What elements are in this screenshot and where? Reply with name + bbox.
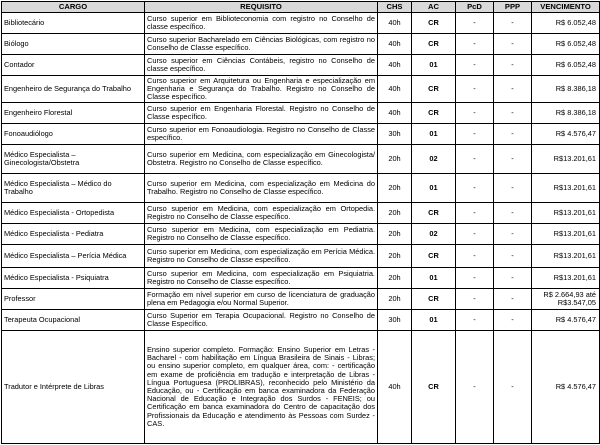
table-row	[2, 174, 600, 203]
table-header-row	[2, 2, 600, 13]
cell-ppp: -	[494, 289, 532, 310]
cell-chs: 40h	[378, 55, 412, 76]
cell-cargo: Médico Especialista - Psiquiatra	[2, 268, 145, 289]
cell-cargo: Bibliotecário	[2, 13, 145, 34]
cell-ac: CR	[412, 289, 456, 310]
cell-cargo: Engenheiro de Segurança do Trabalho	[2, 76, 145, 103]
cell-pcd: -	[456, 331, 494, 444]
table-row	[2, 203, 600, 224]
cell-ac: CR	[412, 203, 456, 224]
cell-vencimento: R$ 6.052,48	[532, 55, 600, 76]
cell-requisito: Curso superior Bacharelado em Ciências Biológicas, com registro no Conselho de Classe específico.	[145, 34, 378, 55]
cell-requisito: Curso superior em Arquitetura ou Engenharia e especialização em Engenharia e Segurança do Trabalho. Registro no Conselho de Classe específico.	[145, 76, 378, 103]
cell-vencimento: R$ 8.386,18	[532, 76, 600, 103]
table-row	[2, 103, 600, 124]
cell-ppp: -	[494, 145, 532, 174]
cell-requisito: Curso superior em Medicina, com especialização em Ortopedia. Registro no Conselho de Classe específico.	[145, 203, 378, 224]
cell-ac: CR	[412, 331, 456, 444]
cell-ppp: -	[494, 268, 532, 289]
cell-cargo: Médico Especialista – Perícia Médica	[2, 245, 145, 268]
cell-chs: 20h	[378, 224, 412, 245]
table-row	[2, 268, 600, 289]
cell-requisito: Curso superior em Medicina, com especialização em Ginecologista/ Obstetra. Registro no Conselho de Classe específico.	[145, 145, 378, 174]
cell-chs: 40h	[378, 331, 412, 444]
cell-ac: CR	[412, 103, 456, 124]
cell-vencimento: R$ 4.576,47	[532, 124, 600, 145]
cell-ppp: -	[494, 103, 532, 124]
cell-requisito: Curso Superior em Terapia Ocupacional. Registro no Conselho de Classe Específico.	[145, 310, 378, 331]
cell-cargo: Médico Especialista - Pediatra	[2, 224, 145, 245]
cell-cargo: Engenheiro Florestal	[2, 103, 145, 124]
cell-ac: CR	[412, 34, 456, 55]
cell-ppp: -	[494, 13, 532, 34]
cell-ac: CR	[412, 13, 456, 34]
cell-ppp: -	[494, 76, 532, 103]
header-ac: AC	[412, 2, 456, 13]
cell-cargo: Médico Especialista – Médico do Trabalho	[2, 174, 145, 203]
cell-requisito: Curso superior em Engenharia Florestal. Registro no Conselho de Classe específico.	[145, 103, 378, 124]
cell-cargo: Contador	[2, 55, 145, 76]
table-row	[2, 289, 600, 310]
cell-chs: 40h	[378, 13, 412, 34]
cell-chs: 20h	[378, 289, 412, 310]
cell-vencimento: R$13.201,61	[532, 203, 600, 224]
cell-ppp: -	[494, 224, 532, 245]
table-row	[2, 13, 600, 34]
cell-ppp: -	[494, 55, 532, 76]
cell-ppp: -	[494, 245, 532, 268]
cell-chs: 20h	[378, 174, 412, 203]
cell-vencimento: R$13.201,61	[532, 268, 600, 289]
header-vencimento: VENCIMENTO	[532, 2, 600, 13]
table-row	[2, 34, 600, 55]
cell-vencimento: R$ 4.576,47	[532, 310, 600, 331]
cell-cargo: Biólogo	[2, 34, 145, 55]
cell-chs: 40h	[378, 76, 412, 103]
table-row	[2, 55, 600, 76]
cell-vencimento: R$ 6.052,48	[532, 13, 600, 34]
cell-vencimento: R$13.201,61	[532, 145, 600, 174]
cell-cargo: Tradutor e Intérprete de Libras	[2, 331, 145, 444]
table-row	[2, 331, 600, 444]
cell-ac: 01	[412, 55, 456, 76]
cell-ppp: -	[494, 34, 532, 55]
cell-requisito: Curso superior em Medicina, com especialização em Pediatria. Registro no Conselho de Classe específico.	[145, 224, 378, 245]
cell-requisito: Curso superior em Medicina, com especialização em Psiquiatria. Registro no Conselho de Classe específico.	[145, 268, 378, 289]
cell-chs: 20h	[378, 203, 412, 224]
cell-ac: CR	[412, 245, 456, 268]
cell-pcd: -	[456, 224, 494, 245]
table-row	[2, 124, 600, 145]
cell-ac: 01	[412, 174, 456, 203]
cell-requisito: Ensino superior completo. Formação: Ensino Superior em Letras - Bacharel - com habilitação em Língua Brasileira de Sinais - Libras; ou ensino superior completo, em qualquer área, com: - certificação em exame de proficiência em tradução e interpretação de Libras - Língua Portuguesa (PROLIBRAS), reconhecido pelo Ministério da Educação, ou - Certificação em banca examinadora da Federação Nacional de Educação e Integração dos Surdos - FENEIS; ou Certificação em banca examinadora do Centro de capacitação dos Profissionais da Educação e atendimento às Pessoas com Surdez - CAS.	[145, 331, 378, 444]
cell-ac: CR	[412, 76, 456, 103]
cell-requisito: Curso superior em Biblioteconomia com registro no Conselho de classe específico.	[145, 13, 378, 34]
cell-cargo: Professor	[2, 289, 145, 310]
cell-pcd: -	[456, 145, 494, 174]
cell-pcd: -	[456, 289, 494, 310]
table-row	[2, 145, 600, 174]
cell-cargo: Médico Especialista - Ortopedista	[2, 203, 145, 224]
cell-ac: 01	[412, 310, 456, 331]
header-cargo: CARGO	[2, 2, 145, 13]
cell-chs: 20h	[378, 268, 412, 289]
header-chs: CHS	[378, 2, 412, 13]
cell-pcd: -	[456, 34, 494, 55]
cell-vencimento: R$13.201,61	[532, 224, 600, 245]
cell-pcd: -	[456, 13, 494, 34]
cell-requisito: Curso superior em Fonoaudiologia. Registro no Conselho de Classe específico.	[145, 124, 378, 145]
cell-vencimento: R$ 4.576,47	[532, 331, 600, 444]
table-row	[2, 224, 600, 245]
cell-requisito: Curso superior em Medicina, com especialização em Medicina do Trabalho. Registro no Conselho de Classe específico.	[145, 174, 378, 203]
header-ppp: PPP	[494, 2, 532, 13]
cell-pcd: -	[456, 310, 494, 331]
cell-pcd: -	[456, 124, 494, 145]
table-row	[2, 76, 600, 103]
cell-ac: 02	[412, 224, 456, 245]
cell-vencimento: R$ 8.386,18	[532, 103, 600, 124]
cell-chs: 20h	[378, 145, 412, 174]
cell-vencimento: R$13.201,61	[532, 245, 600, 268]
cell-vencimento: R$ 2.664,93 até R$3.547,05	[532, 289, 600, 310]
cell-ac: 01	[412, 268, 456, 289]
cell-chs: 30h	[378, 310, 412, 331]
cell-chs: 20h	[378, 245, 412, 268]
cell-vencimento: R$13.201,61	[532, 174, 600, 203]
cell-ppp: -	[494, 124, 532, 145]
cell-cargo: Fonoaudiólogo	[2, 124, 145, 145]
cell-pcd: -	[456, 55, 494, 76]
cell-pcd: -	[456, 76, 494, 103]
cell-ac: 02	[412, 145, 456, 174]
cell-requisito: Curso superior em Ciências Contábeis, registro no Conselho de classe específico.	[145, 55, 378, 76]
cell-chs: 40h	[378, 103, 412, 124]
cell-ac: 01	[412, 124, 456, 145]
cell-cargo: Terapeuta Ocupacional	[2, 310, 145, 331]
cell-pcd: -	[456, 174, 494, 203]
cell-requisito: Curso superior em Medicina, com especialização em Perícia Médica. Registro no Conselho de Classe específico.	[145, 245, 378, 268]
cell-vencimento: R$ 6.052,48	[532, 34, 600, 55]
cell-pcd: -	[456, 245, 494, 268]
cell-pcd: -	[456, 203, 494, 224]
cell-ppp: -	[494, 203, 532, 224]
cell-cargo: Médico Especialista – Ginecologista/Obstetra	[2, 145, 145, 174]
cell-pcd: -	[456, 268, 494, 289]
cell-requisito: Formação em nível superior em curso de licenciatura de graduação plena em Pedagogia e/ou Normal Superior.	[145, 289, 378, 310]
header-requisito: REQUISITO	[145, 2, 378, 13]
cell-ppp: -	[494, 331, 532, 444]
cell-ppp: -	[494, 310, 532, 331]
cell-ppp: -	[494, 174, 532, 203]
cargos-table	[1, 1, 600, 444]
cell-chs: 30h	[378, 124, 412, 145]
cell-chs: 40h	[378, 34, 412, 55]
table-row	[2, 245, 600, 268]
table-row	[2, 310, 600, 331]
cell-pcd: -	[456, 103, 494, 124]
header-pcd: PcD	[456, 2, 494, 13]
